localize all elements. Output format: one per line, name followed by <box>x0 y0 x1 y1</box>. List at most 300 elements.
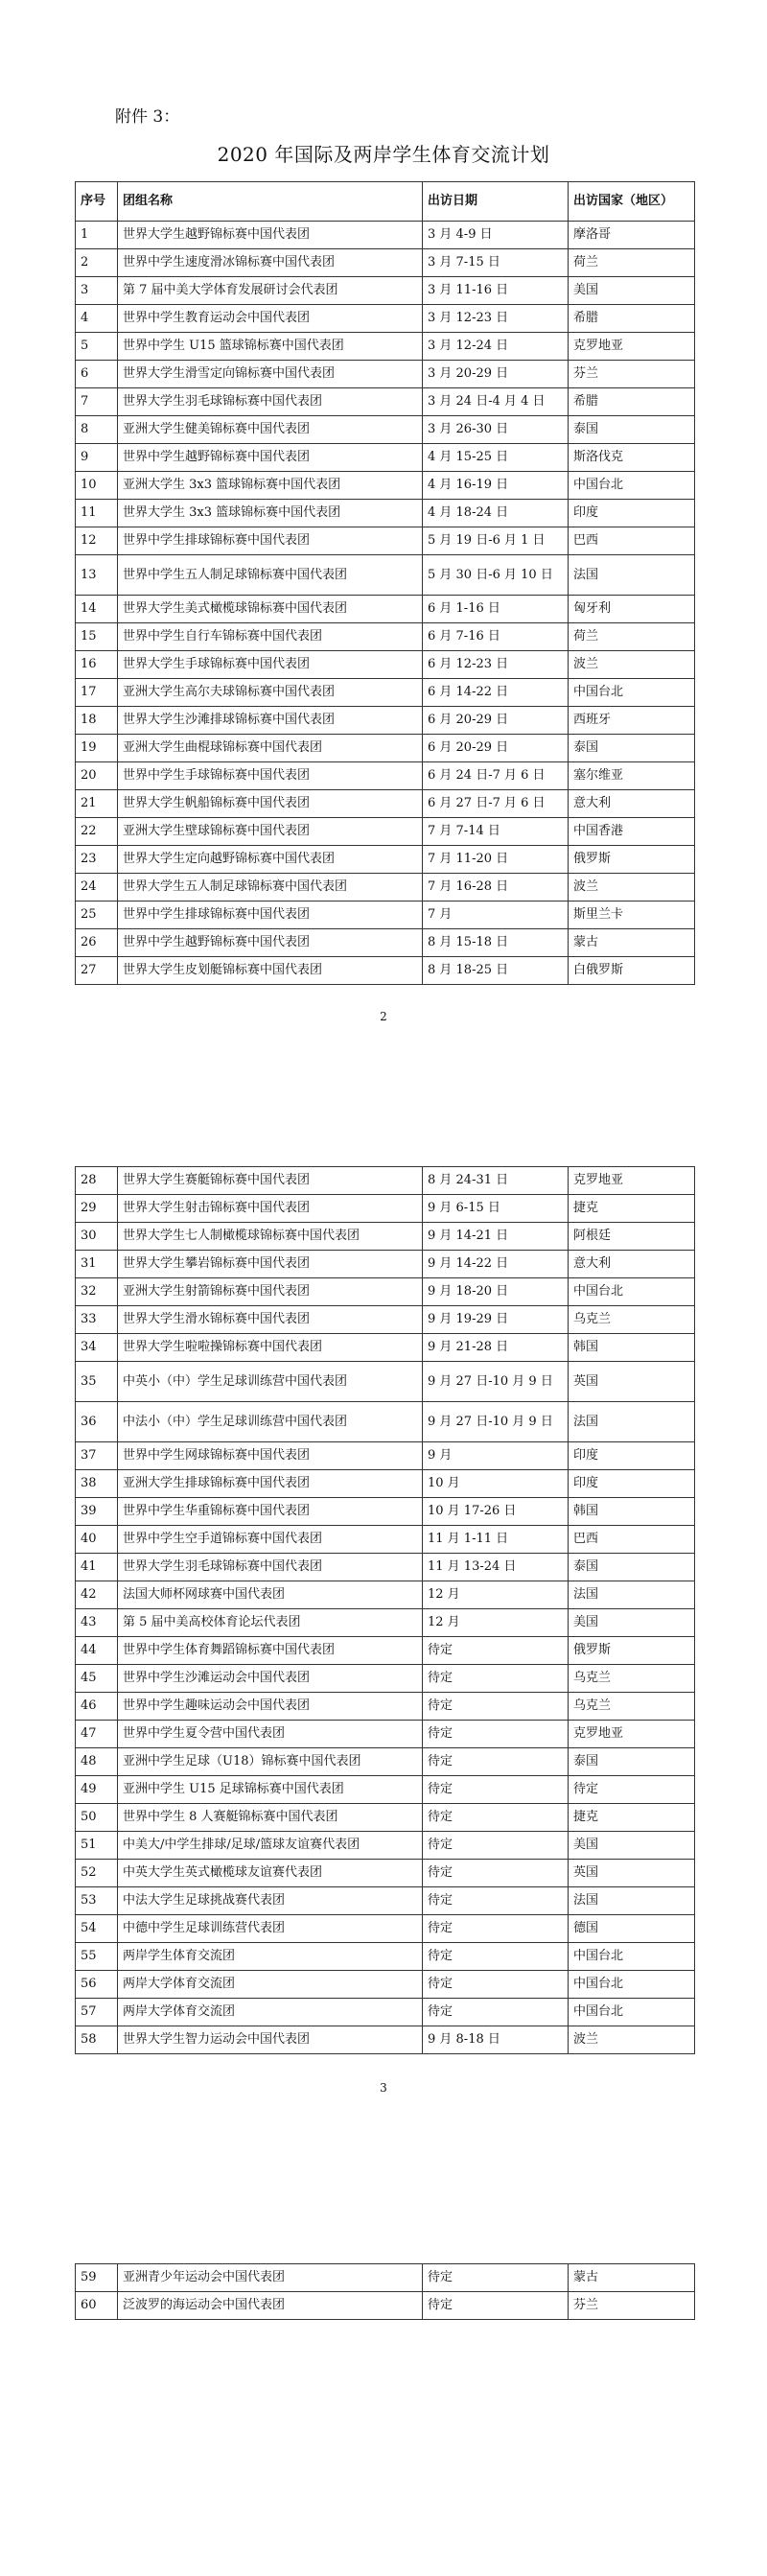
cell-date: 9 月 8-18 日 <box>423 2026 569 2054</box>
cell-date: 待定 <box>423 1693 569 1721</box>
cell-no: 21 <box>76 790 118 818</box>
table-row <box>76 333 695 361</box>
cell-country: 芬兰 <box>569 2292 695 2320</box>
table-row <box>76 679 695 707</box>
cell-no: 60 <box>76 2292 118 2320</box>
cell-country: 中国台北 <box>569 1943 695 1971</box>
table-header-row <box>76 182 695 222</box>
cell-team: 中法大学生足球挑战赛代表团 <box>118 1887 423 1915</box>
cell-team: 两岸学生体育交流团 <box>118 1943 423 1971</box>
table-row <box>76 707 695 735</box>
cell-date: 待定 <box>423 1860 569 1887</box>
cell-date: 6 月 12-23 日 <box>423 651 569 679</box>
cell-no: 3 <box>76 277 118 305</box>
cell-country: 希腊 <box>569 305 695 333</box>
cell-country: 中国台北 <box>569 1278 695 1306</box>
table-row <box>76 249 695 277</box>
cell-date: 12 月 <box>423 1609 569 1637</box>
cell-team: 世界大学生手球锦标赛中国代表团 <box>118 651 423 679</box>
cell-country: 泰国 <box>569 416 695 444</box>
cell-country: 印度 <box>569 1442 695 1470</box>
cell-team: 世界大学生 3x3 篮球锦标赛中国代表团 <box>118 500 423 527</box>
cell-country: 俄罗斯 <box>569 846 695 874</box>
cell-team: 世界中学生体育舞蹈锦标赛中国代表团 <box>118 1637 423 1665</box>
cell-country: 克罗地亚 <box>569 1167 695 1195</box>
cell-no: 47 <box>76 1721 118 1748</box>
cell-no: 1 <box>76 222 118 249</box>
table-row <box>76 1693 695 1721</box>
cell-no: 39 <box>76 1498 118 1526</box>
cell-country: 蒙古 <box>569 2264 695 2292</box>
cell-country: 法国 <box>569 1887 695 1915</box>
cell-no: 22 <box>76 818 118 846</box>
cell-country: 英国 <box>569 1362 695 1402</box>
cell-date: 6 月 14-22 日 <box>423 679 569 707</box>
cell-country: 荷兰 <box>569 623 695 651</box>
cell-team: 世界中学生沙滩运动会中国代表团 <box>118 1665 423 1693</box>
cell-no: 56 <box>76 1971 118 1999</box>
cell-date: 4 月 16-19 日 <box>423 472 569 500</box>
cell-date: 7 月 7-14 日 <box>423 818 569 846</box>
table-row <box>76 790 695 818</box>
cell-date: 10 月 <box>423 1470 569 1498</box>
cell-team: 中德中学生足球训练营代表团 <box>118 1915 423 1943</box>
cell-no: 44 <box>76 1637 118 1665</box>
cell-no: 52 <box>76 1860 118 1887</box>
cell-date: 待定 <box>423 1665 569 1693</box>
cell-date: 11 月 1-11 日 <box>423 1526 569 1554</box>
table-row <box>76 1470 695 1498</box>
cell-team: 世界大学生羽毛球锦标赛中国代表团 <box>118 1554 423 1581</box>
table-row <box>76 623 695 651</box>
cell-date: 3 月 7-15 日 <box>423 249 569 277</box>
page-number: 2 <box>380 1010 387 1023</box>
cell-team: 法国大师杯网球赛中国代表团 <box>118 1581 423 1609</box>
cell-no: 14 <box>76 596 118 623</box>
table-row <box>76 1498 695 1526</box>
table-row <box>76 555 695 596</box>
cell-date: 待定 <box>423 1721 569 1748</box>
cell-no: 37 <box>76 1442 118 1470</box>
cell-date: 9 月 18-20 日 <box>423 1278 569 1306</box>
cell-no: 59 <box>76 2264 118 2292</box>
table-row <box>76 1971 695 1999</box>
table-row <box>76 846 695 874</box>
cell-date: 待定 <box>423 1637 569 1665</box>
table-row <box>76 1637 695 1665</box>
schedule-table-page-3 <box>75 2263 695 2320</box>
cell-no: 42 <box>76 1581 118 1609</box>
cell-no: 5 <box>76 333 118 361</box>
cell-no: 6 <box>76 361 118 388</box>
cell-date: 6 月 7-16 日 <box>423 623 569 651</box>
cell-team: 第 7 届中美大学体育发展研讨会代表团 <box>118 277 423 305</box>
cell-date: 9 月 6-15 日 <box>423 1195 569 1223</box>
cell-no: 49 <box>76 1776 118 1804</box>
cell-date: 9 月 14-22 日 <box>423 1251 569 1278</box>
cell-country: 美国 <box>569 1832 695 1860</box>
cell-country: 希腊 <box>569 388 695 416</box>
cell-date: 8 月 24-31 日 <box>423 1167 569 1195</box>
cell-team: 世界中学生华重锦标赛中国代表团 <box>118 1498 423 1526</box>
cell-team: 两岸大学体育交流团 <box>118 1971 423 1999</box>
table-row <box>76 1804 695 1832</box>
cell-team: 世界大学生帆船锦标赛中国代表团 <box>118 790 423 818</box>
cell-country: 巴西 <box>569 1526 695 1554</box>
cell-date: 待定 <box>423 1887 569 1915</box>
table-row <box>76 1721 695 1748</box>
cell-country: 巴西 <box>569 527 695 555</box>
cell-no: 24 <box>76 874 118 902</box>
page-2 <box>0 1074 767 2254</box>
header-date: 出访日期 <box>423 182 569 222</box>
cell-country: 中国香港 <box>569 818 695 846</box>
table-row <box>76 902 695 929</box>
cell-country: 波兰 <box>569 651 695 679</box>
cell-country: 美国 <box>569 277 695 305</box>
cell-no: 25 <box>76 902 118 929</box>
document-title: 2020 年国际及两岸学生体育交流计划 <box>217 143 550 166</box>
table-row <box>76 1887 695 1915</box>
cell-country: 法国 <box>569 555 695 596</box>
cell-team: 世界中学生 U15 篮球锦标赛中国代表团 <box>118 333 423 361</box>
cell-date: 5 月 19 日-6 月 1 日 <box>423 527 569 555</box>
table-row <box>76 388 695 416</box>
cell-team: 世界中学生 8 人赛艇锦标赛中国代表团 <box>118 1804 423 1832</box>
cell-team: 世界中学生越野锦标赛中国代表团 <box>118 929 423 957</box>
cell-country: 俄罗斯 <box>569 1637 695 1665</box>
cell-team: 世界大学生滑雪定向锦标赛中国代表团 <box>118 361 423 388</box>
cell-date: 待定 <box>423 1971 569 1999</box>
cell-date: 待定 <box>423 1804 569 1832</box>
schedule-table-page-1 <box>75 181 695 985</box>
table-row <box>76 2292 695 2320</box>
cell-no: 58 <box>76 2026 118 2054</box>
cell-country: 韩国 <box>569 1498 695 1526</box>
page-3 <box>0 2254 767 2576</box>
cell-no: 40 <box>76 1526 118 1554</box>
cell-country: 英国 <box>569 1860 695 1887</box>
cell-team: 泛波罗的海运动会中国代表团 <box>118 2292 423 2320</box>
cell-no: 54 <box>76 1915 118 1943</box>
cell-team: 亚洲中学生 U15 足球锦标赛中国代表团 <box>118 1776 423 1804</box>
cell-no: 57 <box>76 1999 118 2026</box>
cell-country: 泰国 <box>569 735 695 762</box>
table-row <box>76 1223 695 1251</box>
cell-date: 4 月 18-24 日 <box>423 500 569 527</box>
cell-country: 捷克 <box>569 1804 695 1832</box>
cell-country: 韩国 <box>569 1334 695 1362</box>
cell-date: 7 月 16-28 日 <box>423 874 569 902</box>
cell-date: 9 月 <box>423 1442 569 1470</box>
cell-date: 待定 <box>423 1915 569 1943</box>
cell-country: 斯里兰卡 <box>569 902 695 929</box>
table-row <box>76 762 695 790</box>
cell-no: 48 <box>76 1748 118 1776</box>
cell-no: 35 <box>76 1362 118 1402</box>
cell-no: 32 <box>76 1278 118 1306</box>
cell-team: 世界大学生七人制橄榄球锦标赛中国代表团 <box>118 1223 423 1251</box>
cell-date: 3 月 24 日-4 月 4 日 <box>423 388 569 416</box>
cell-team: 世界大学生羽毛球锦标赛中国代表团 <box>118 388 423 416</box>
cell-country: 印度 <box>569 1470 695 1498</box>
table-row <box>76 1999 695 2026</box>
table-row <box>76 1251 695 1278</box>
cell-date: 待定 <box>423 1832 569 1860</box>
table-row <box>76 1167 695 1195</box>
cell-team: 两岸大学体育交流团 <box>118 1999 423 2026</box>
cell-team: 亚洲大学生健美锦标赛中国代表团 <box>118 416 423 444</box>
cell-team: 世界中学生排球锦标赛中国代表团 <box>118 902 423 929</box>
cell-country: 白俄罗斯 <box>569 957 695 985</box>
cell-team: 亚洲大学生 3x3 篮球锦标赛中国代表团 <box>118 472 423 500</box>
cell-country: 匈牙利 <box>569 596 695 623</box>
cell-date: 待定 <box>423 1943 569 1971</box>
cell-team: 世界大学生定向越野锦标赛中国代表团 <box>118 846 423 874</box>
table-row <box>76 2264 695 2292</box>
cell-no: 34 <box>76 1334 118 1362</box>
cell-country: 美国 <box>569 1609 695 1637</box>
cell-date: 10 月 17-26 日 <box>423 1498 569 1526</box>
cell-date: 9 月 21-28 日 <box>423 1334 569 1362</box>
cell-date: 12 月 <box>423 1581 569 1609</box>
cell-team: 世界大学生五人制足球锦标赛中国代表团 <box>118 874 423 902</box>
cell-country: 阿根廷 <box>569 1223 695 1251</box>
cell-date: 11 月 13-24 日 <box>423 1554 569 1581</box>
header-country: 出访国家（地区） <box>569 182 695 222</box>
cell-team: 世界大学生皮划艇锦标赛中国代表团 <box>118 957 423 985</box>
cell-team: 世界中学生越野锦标赛中国代表团 <box>118 444 423 472</box>
cell-date: 5 月 30 日-6 月 10 日 <box>423 555 569 596</box>
table-row <box>76 500 695 527</box>
cell-date: 9 月 27 日-10 月 9 日 <box>423 1402 569 1442</box>
table-row <box>76 1776 695 1804</box>
cell-country: 中国台北 <box>569 679 695 707</box>
table-row <box>76 1334 695 1362</box>
table-row <box>76 651 695 679</box>
cell-no: 46 <box>76 1693 118 1721</box>
table-row <box>76 1915 695 1943</box>
table-row <box>76 1943 695 1971</box>
table-row <box>76 277 695 305</box>
cell-team: 世界大学生射击锦标赛中国代表团 <box>118 1195 423 1223</box>
cell-no: 11 <box>76 500 118 527</box>
cell-country: 乌克兰 <box>569 1665 695 1693</box>
table-row <box>76 957 695 985</box>
cell-team: 中法小（中）学生足球训练营中国代表团 <box>118 1402 423 1442</box>
cell-date: 9 月 14-21 日 <box>423 1223 569 1251</box>
cell-no: 17 <box>76 679 118 707</box>
cell-date: 9 月 19-29 日 <box>423 1306 569 1334</box>
cell-team: 世界中学生教育运动会中国代表团 <box>118 305 423 333</box>
table-row <box>76 1832 695 1860</box>
cell-date: 3 月 12-23 日 <box>423 305 569 333</box>
table-row <box>76 1195 695 1223</box>
cell-country: 乌克兰 <box>569 1693 695 1721</box>
cell-no: 20 <box>76 762 118 790</box>
cell-country: 中国台北 <box>569 1999 695 2026</box>
cell-date: 9 月 27 日-10 月 9 日 <box>423 1362 569 1402</box>
cell-no: 43 <box>76 1609 118 1637</box>
cell-team: 世界中学生空手道锦标赛中国代表团 <box>118 1526 423 1554</box>
table-row <box>76 1306 695 1334</box>
cell-country: 中国台北 <box>569 1971 695 1999</box>
cell-team: 世界大学生智力运动会中国代表团 <box>118 2026 423 2054</box>
header-team: 团组名称 <box>118 182 423 222</box>
cell-no: 45 <box>76 1665 118 1693</box>
table-row <box>76 1665 695 1693</box>
table-row <box>76 527 695 555</box>
table-row <box>76 1860 695 1887</box>
cell-no: 23 <box>76 846 118 874</box>
cell-date: 待定 <box>423 1999 569 2026</box>
cell-country: 乌克兰 <box>569 1306 695 1334</box>
table-row <box>76 444 695 472</box>
cell-no: 16 <box>76 651 118 679</box>
cell-date: 6 月 20-29 日 <box>423 735 569 762</box>
page-number: 3 <box>380 2081 387 2095</box>
table-row <box>76 1581 695 1609</box>
cell-team: 世界中学生自行车锦标赛中国代表团 <box>118 623 423 651</box>
page-1 <box>0 0 767 1074</box>
cell-no: 19 <box>76 735 118 762</box>
cell-country: 中国台北 <box>569 472 695 500</box>
schedule-table-page-2 <box>75 1166 695 2054</box>
cell-team: 亚洲大学生高尔夫球锦标赛中国代表团 <box>118 679 423 707</box>
cell-country: 波兰 <box>569 2026 695 2054</box>
cell-country: 捷克 <box>569 1195 695 1223</box>
cell-no: 8 <box>76 416 118 444</box>
cell-team: 世界中学生趣味运动会中国代表团 <box>118 1693 423 1721</box>
cell-team: 亚洲青少年运动会中国代表团 <box>118 2264 423 2292</box>
cell-no: 50 <box>76 1804 118 1832</box>
cell-date: 3 月 4-9 日 <box>423 222 569 249</box>
table-row <box>76 1609 695 1637</box>
cell-team: 亚洲中学生足球（U18）锦标赛中国代表团 <box>118 1748 423 1776</box>
cell-no: 55 <box>76 1943 118 1971</box>
cell-country: 意大利 <box>569 790 695 818</box>
cell-no: 2 <box>76 249 118 277</box>
cell-country: 克罗地亚 <box>569 333 695 361</box>
cell-date: 7 月 11-20 日 <box>423 846 569 874</box>
table-row <box>76 596 695 623</box>
cell-no: 30 <box>76 1223 118 1251</box>
cell-no: 36 <box>76 1402 118 1442</box>
cell-no: 12 <box>76 527 118 555</box>
cell-country: 摩洛哥 <box>569 222 695 249</box>
cell-date: 7 月 <box>423 902 569 929</box>
cell-no: 15 <box>76 623 118 651</box>
cell-team: 亚洲大学生曲棍球锦标赛中国代表团 <box>118 735 423 762</box>
table-row <box>76 305 695 333</box>
table-row <box>76 1278 695 1306</box>
cell-no: 13 <box>76 555 118 596</box>
cell-date: 6 月 27 日-7 月 6 日 <box>423 790 569 818</box>
cell-team: 世界大学生沙滩排球锦标赛中国代表团 <box>118 707 423 735</box>
cell-no: 27 <box>76 957 118 985</box>
cell-team: 亚洲大学生射箭锦标赛中国代表团 <box>118 1278 423 1306</box>
cell-date: 8 月 18-25 日 <box>423 957 569 985</box>
cell-date: 3 月 12-24 日 <box>423 333 569 361</box>
cell-team: 世界中学生五人制足球锦标赛中国代表团 <box>118 555 423 596</box>
table-row <box>76 1402 695 1442</box>
table-row <box>76 735 695 762</box>
table-row <box>76 1748 695 1776</box>
cell-date: 4 月 15-25 日 <box>423 444 569 472</box>
cell-date: 6 月 20-29 日 <box>423 707 569 735</box>
table-row <box>76 361 695 388</box>
cell-no: 38 <box>76 1470 118 1498</box>
table-row <box>76 1442 695 1470</box>
cell-no: 9 <box>76 444 118 472</box>
cell-country: 克罗地亚 <box>569 1721 695 1748</box>
cell-date: 3 月 11-16 日 <box>423 277 569 305</box>
table-row <box>76 929 695 957</box>
cell-country: 法国 <box>569 1402 695 1442</box>
cell-team: 中美大/中学生排球/足球/篮球友谊赛代表团 <box>118 1832 423 1860</box>
cell-team: 世界大学生攀岩锦标赛中国代表团 <box>118 1251 423 1278</box>
cell-country: 法国 <box>569 1581 695 1609</box>
cell-country: 泰国 <box>569 1554 695 1581</box>
cell-date: 3 月 20-29 日 <box>423 361 569 388</box>
table-row <box>76 818 695 846</box>
cell-team: 世界大学生赛艇锦标赛中国代表团 <box>118 1167 423 1195</box>
cell-no: 4 <box>76 305 118 333</box>
cell-country: 泰国 <box>569 1748 695 1776</box>
header-no: 序号 <box>76 182 118 222</box>
cell-date: 8 月 15-18 日 <box>423 929 569 957</box>
cell-team: 中英小（中）学生足球训练营中国代表团 <box>118 1362 423 1402</box>
cell-country: 塞尔维亚 <box>569 762 695 790</box>
cell-no: 33 <box>76 1306 118 1334</box>
cell-team: 世界中学生夏令营中国代表团 <box>118 1721 423 1748</box>
attachment-label: 附件 3： <box>115 107 180 127</box>
table-row <box>76 416 695 444</box>
cell-country: 意大利 <box>569 1251 695 1278</box>
cell-date: 待定 <box>423 2292 569 2320</box>
cell-date: 3 月 26-30 日 <box>423 416 569 444</box>
cell-team: 世界中学生网球锦标赛中国代表团 <box>118 1442 423 1470</box>
cell-no: 41 <box>76 1554 118 1581</box>
cell-country: 斯洛伐克 <box>569 444 695 472</box>
cell-country: 荷兰 <box>569 249 695 277</box>
cell-no: 10 <box>76 472 118 500</box>
cell-no: 28 <box>76 1167 118 1195</box>
cell-no: 7 <box>76 388 118 416</box>
table-row <box>76 222 695 249</box>
cell-country: 波兰 <box>569 874 695 902</box>
cell-date: 待定 <box>423 2264 569 2292</box>
cell-no: 31 <box>76 1251 118 1278</box>
cell-team: 亚洲大学生壁球锦标赛中国代表团 <box>118 818 423 846</box>
table-row <box>76 1526 695 1554</box>
cell-date: 6 月 24 日-7 月 6 日 <box>423 762 569 790</box>
cell-team: 世界中学生速度滑冰锦标赛中国代表团 <box>118 249 423 277</box>
cell-date: 待定 <box>423 1748 569 1776</box>
cell-no: 18 <box>76 707 118 735</box>
cell-country: 待定 <box>569 1776 695 1804</box>
cell-team: 中英大学生英式橄榄球友谊赛代表团 <box>118 1860 423 1887</box>
cell-team: 第 5 届中美高校体育论坛代表团 <box>118 1609 423 1637</box>
cell-team: 亚洲大学生排球锦标赛中国代表团 <box>118 1470 423 1498</box>
cell-team: 世界中学生手球锦标赛中国代表团 <box>118 762 423 790</box>
cell-country: 蒙古 <box>569 929 695 957</box>
table-row <box>76 1362 695 1402</box>
cell-date: 待定 <box>423 1776 569 1804</box>
cell-team: 世界大学生越野锦标赛中国代表团 <box>118 222 423 249</box>
cell-no: 29 <box>76 1195 118 1223</box>
table-row <box>76 472 695 500</box>
